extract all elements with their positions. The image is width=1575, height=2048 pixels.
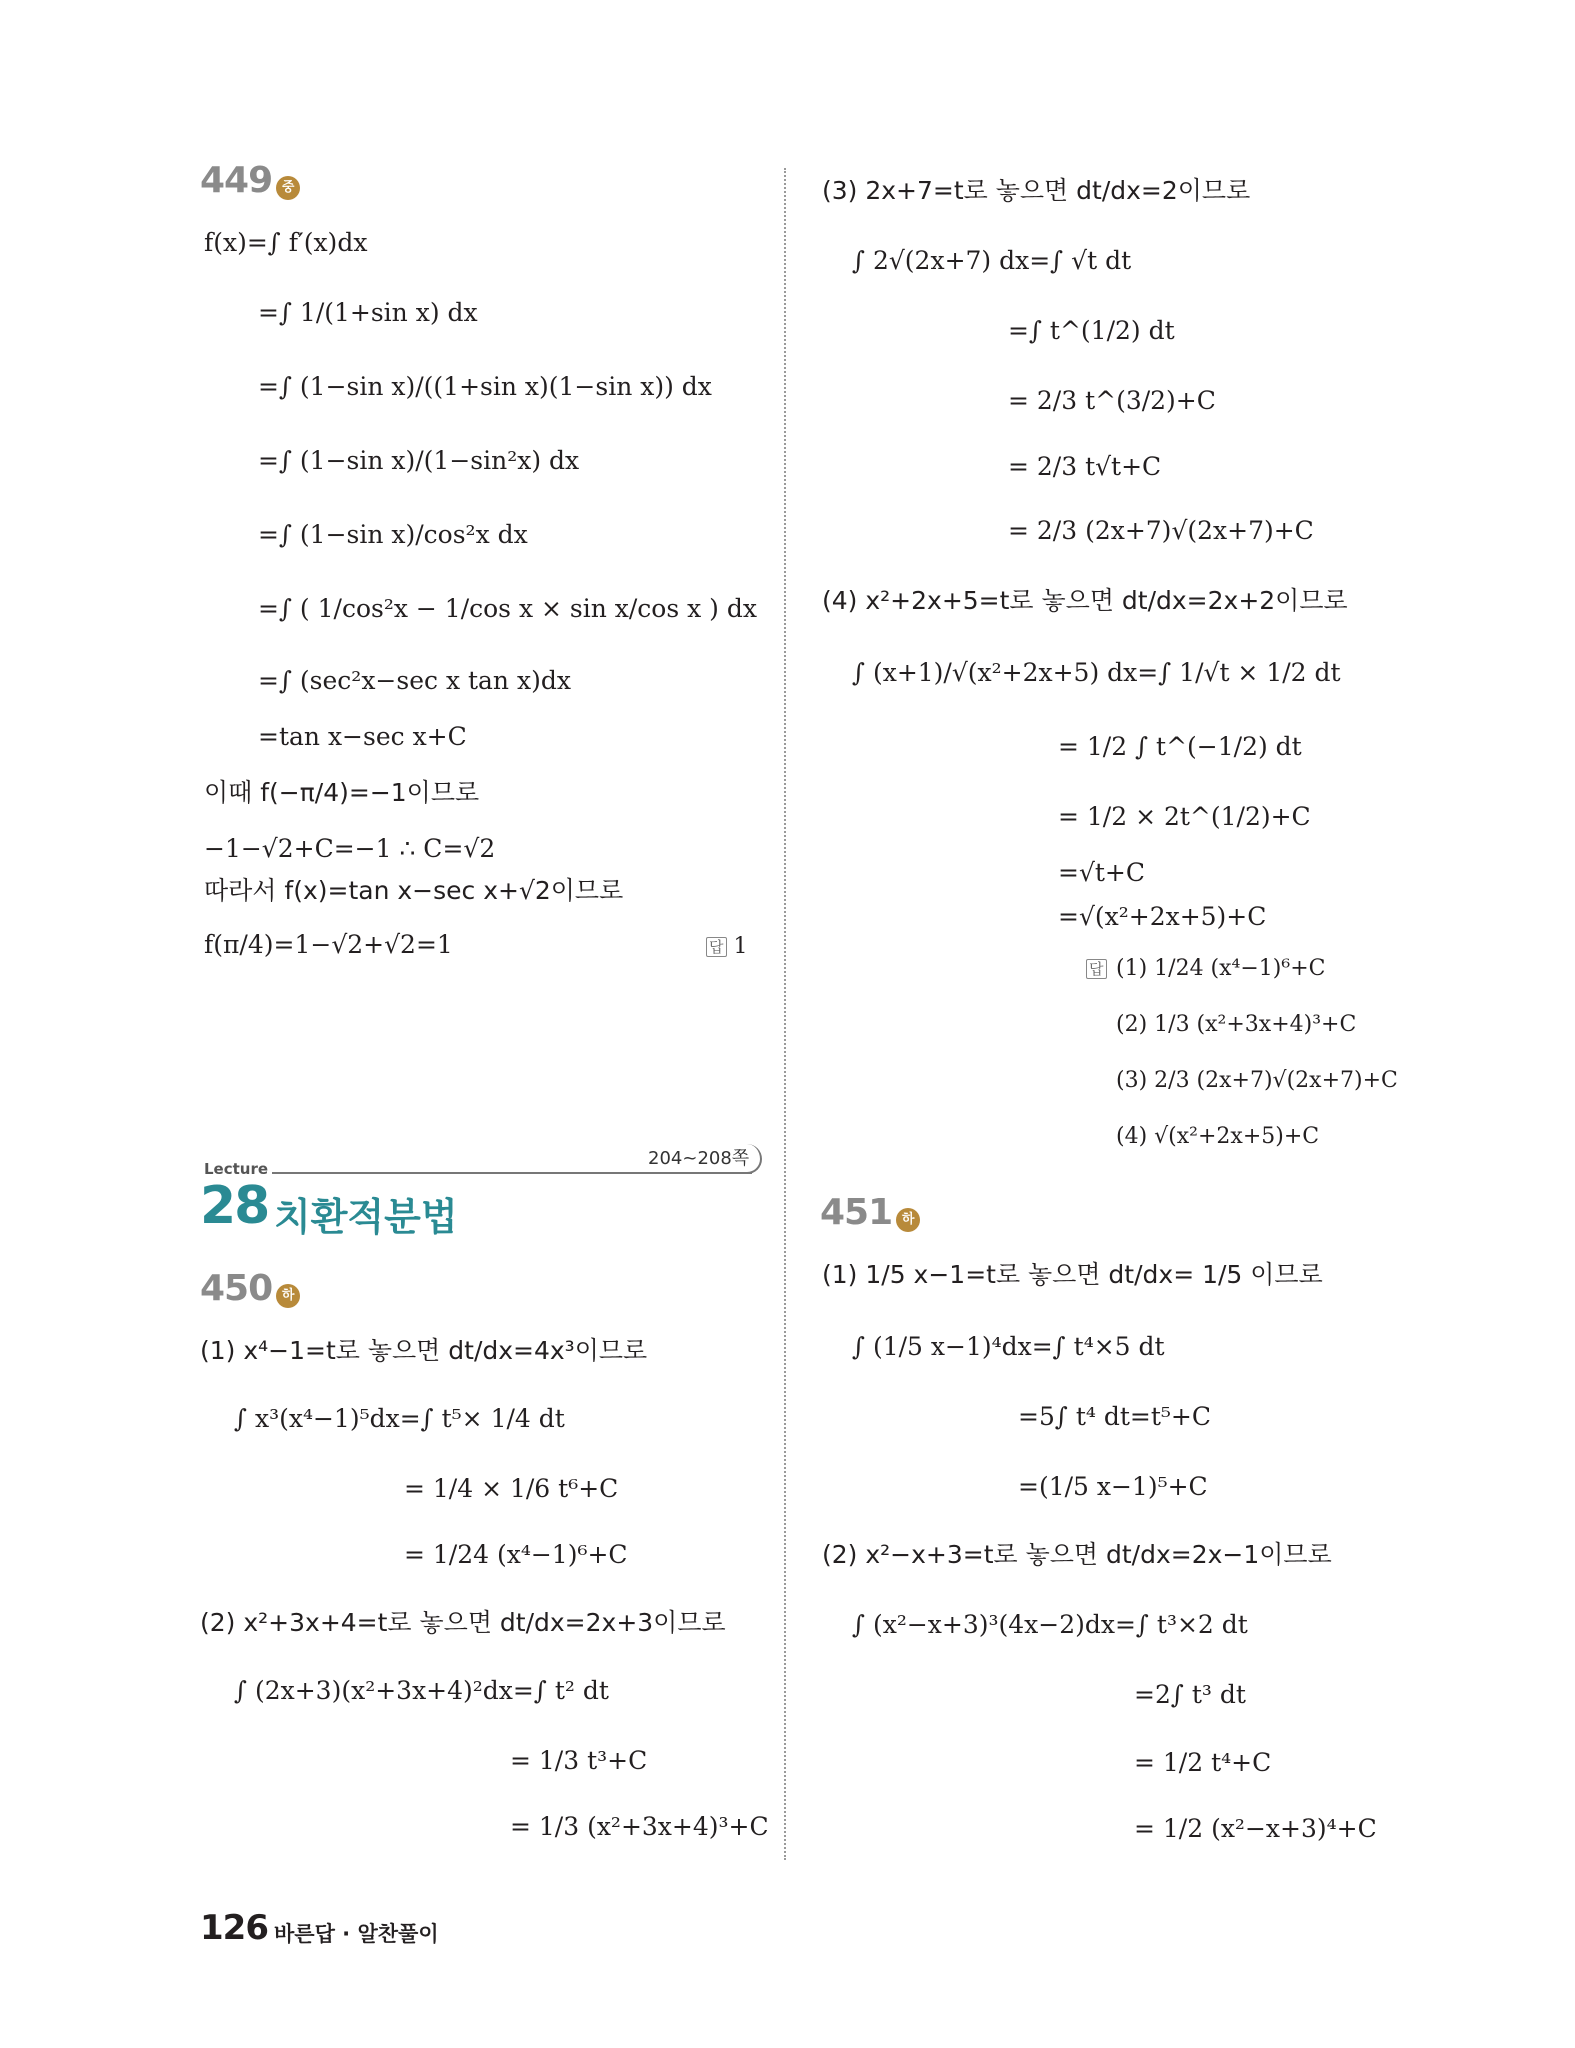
solution-line: =∫ ( 1/cos²x − 1/cos x × sin x/cos x ) dx xyxy=(258,594,757,623)
solution-line: =tan x−sec x+C xyxy=(258,722,467,751)
solution-line: = 1/2 t⁴+C xyxy=(1134,1748,1272,1777)
answer-item: (1) 1/24 (x⁴−1)⁶+C xyxy=(1116,956,1326,981)
solution-line: =5∫ t⁴ dt=t⁵+C xyxy=(1018,1402,1211,1431)
column-divider xyxy=(784,168,786,1860)
solution-line: =√(x²+2x+5)+C xyxy=(1058,902,1267,931)
solution-line: =∫ 1/(1+sin x) dx xyxy=(258,298,478,327)
solution-line: = 1/2 × 2t^(1/2)+C xyxy=(1058,802,1311,831)
lecture-title: 치환적분법 xyxy=(274,1195,458,1239)
page-number: 126 xyxy=(200,1908,268,1948)
solution-line: (2) x²+3x+4=t로 놓으면 dt/dx=2x+3이므로 xyxy=(200,1608,726,1637)
answer-450 xyxy=(1086,956,1107,981)
answer-item: (4) √(x²+2x+5)+C xyxy=(1116,1124,1320,1149)
solution-line: (4) x²+2x+5=t로 놓으면 dt/dx=2x+2이므로 xyxy=(822,586,1348,615)
solution-line: =∫ (1−sin x)/((1+sin x)(1−sin x)) dx xyxy=(258,372,712,401)
solution-line: f(π/4)=1−√2+√2=1 xyxy=(204,930,453,959)
problem-451-header xyxy=(820,1192,920,1233)
solution-line: (2) x²−x+3=t로 놓으면 dt/dx=2x−1이므로 xyxy=(822,1540,1332,1569)
lecture-label: Lecture xyxy=(204,1160,269,1178)
solution-line: =∫ (1−sin x)/(1−sin²x) dx xyxy=(258,446,580,475)
solution-line: (1) 1/5 x−1=t로 놓으면 dt/dx= 1/5 이므로 xyxy=(822,1260,1323,1289)
lecture-page-range: 204~208쪽 xyxy=(648,1148,750,1169)
solution-line: =2∫ t³ dt xyxy=(1134,1680,1246,1709)
solution-line: =(1/5 x−1)⁵+C xyxy=(1018,1472,1208,1501)
answer-item: (2) 1/3 (x²+3x+4)³+C xyxy=(1116,1012,1357,1037)
answer-item: (3) 2/3 (2x+7)√(2x+7)+C xyxy=(1116,1068,1398,1093)
solution-line: = 1/2 (x²−x+3)⁴+C xyxy=(1134,1814,1377,1843)
solution-line: (1) x⁴−1=t로 놓으면 dt/dx=4x³이므로 xyxy=(200,1336,648,1365)
solution-line: = 1/24 (x⁴−1)⁶+C xyxy=(404,1540,628,1569)
solution-line: =∫ (sec²x−sec x tan x)dx xyxy=(258,666,571,695)
solution-line: ∫ (x²−x+3)³(4x−2)dx=∫ t³×2 dt xyxy=(852,1610,1248,1639)
answer-449 xyxy=(706,934,748,959)
problem-number: 449 xyxy=(200,160,273,201)
solution-line: ∫ (2x+3)(x²+3x+4)²dx=∫ t² dt xyxy=(234,1676,609,1705)
solution-line: = 1/4 × 1/6 t⁶+C xyxy=(404,1474,619,1503)
solution-line: ∫ (1/5 x−1)⁴dx=∫ t⁴×5 dt xyxy=(852,1332,1165,1361)
solution-line: =∫ t^(1/2) dt xyxy=(1008,316,1175,345)
difficulty-badge: 하 xyxy=(276,1284,300,1308)
solution-line: ∫ 2√(2x+7) dx=∫ √t dt xyxy=(852,246,1132,275)
solution-line: =√t+C xyxy=(1058,858,1145,887)
answer-label: 답 xyxy=(706,937,727,957)
solution-line: = 1/3 (x²+3x+4)³+C xyxy=(510,1812,769,1841)
difficulty-badge: 중 xyxy=(276,176,300,200)
answer-label: 답 xyxy=(1086,959,1107,979)
problem-number: 450 xyxy=(200,1268,273,1309)
solution-line: =∫ (1−sin x)/cos²x dx xyxy=(258,520,528,549)
solution-line: 따라서 f(x)=tan x−sec x+√2이므로 xyxy=(204,876,624,905)
problem-number: 451 xyxy=(820,1192,893,1233)
solution-line: 이때 f(−π/4)=−1이므로 xyxy=(204,778,480,807)
problem-450-header xyxy=(200,1268,300,1309)
solution-line: (3) 2x+7=t로 놓으면 dt/dx=2이므로 xyxy=(822,176,1251,205)
solution-line: = 2/3 (2x+7)√(2x+7)+C xyxy=(1008,516,1314,545)
difficulty-badge: 하 xyxy=(896,1208,920,1232)
book-title: 바른답 · 알찬풀이 xyxy=(274,1922,439,1946)
problem-449-header xyxy=(200,160,300,201)
solution-line: ∫ x³(x⁴−1)⁵dx=∫ t⁵× 1/4 dt xyxy=(234,1404,565,1433)
lecture-number: 28 xyxy=(200,1176,269,1236)
solution-line: = 1/2 ∫ t^(−1/2) dt xyxy=(1058,732,1302,761)
solution-line: ∫ (x+1)/√(x²+2x+5) dx=∫ 1/√t × 1/2 dt xyxy=(852,658,1341,687)
solution-line: f(x)=∫ f′(x)dx xyxy=(204,228,368,257)
solution-line: = 2/3 t√t+C xyxy=(1008,452,1162,481)
answer-value: 1 xyxy=(733,934,748,959)
solution-line: = 2/3 t^(3/2)+C xyxy=(1008,386,1216,415)
solution-line: −1−√2+C=−1 ∴ C=√2 xyxy=(204,834,496,863)
solution-line: = 1/3 t³+C xyxy=(510,1746,648,1775)
